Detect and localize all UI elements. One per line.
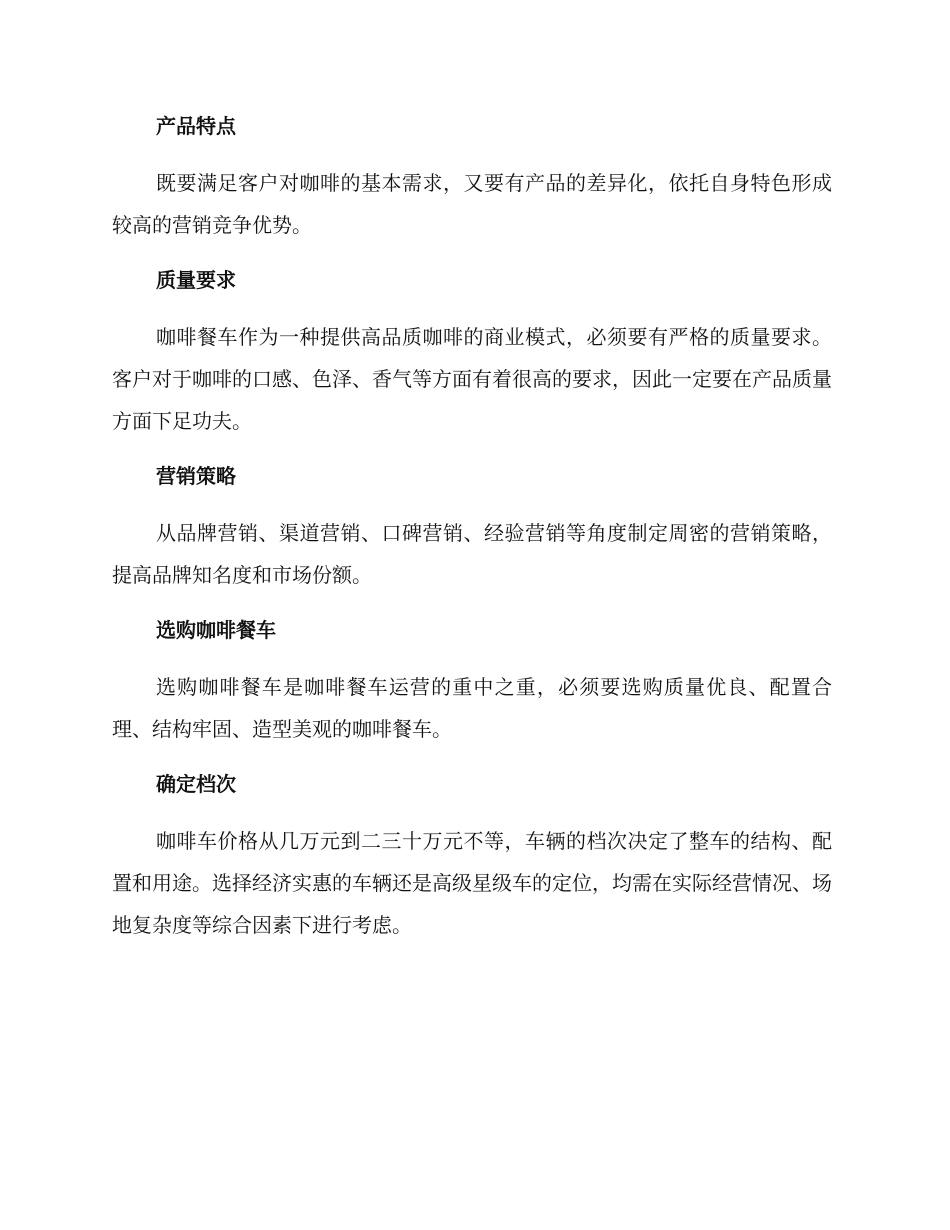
section-heading: 产品特点 bbox=[156, 114, 236, 138]
section-heading: 选购咖啡餐车 bbox=[156, 618, 276, 642]
section-quality-requirements bbox=[112, 262, 832, 442]
section-paragraph: 从品牌营销、渠道营销、口碑营销、经验营销等角度制定周密的营销策略，提高品牌知名度和市场份额。 bbox=[112, 521, 832, 587]
section-heading: 确定档次 bbox=[156, 772, 236, 796]
section-paragraph: 既要满足客户对咖啡的基本需求，又要有产品的差异化，依托自身特色形成较高的营销竞争优势。 bbox=[112, 171, 832, 237]
section-product-features bbox=[112, 108, 832, 246]
section-heading: 质量要求 bbox=[156, 268, 236, 292]
section-paragraph: 选购咖啡餐车是咖啡餐车运营的重中之重，必须要选购质量优良、配置合理、结构牢固、造型美观的咖啡餐车。 bbox=[112, 675, 832, 741]
section-paragraph: 咖啡餐车作为一种提供高品质咖啡的商业模式，必须要有严格的质量要求。客户对于咖啡的口感、色泽、香气等方面有着很高的要求，因此一定要在产品质量方面下足功夫。 bbox=[112, 325, 832, 433]
section-marketing-strategy bbox=[112, 458, 832, 596]
section-heading: 营销策略 bbox=[156, 464, 236, 488]
section-purchase-coffee-cart bbox=[112, 612, 832, 750]
document-page bbox=[112, 108, 832, 962]
section-determine-grade bbox=[112, 766, 832, 946]
section-paragraph: 咖啡车价格从几万元到二三十万元不等，车辆的档次决定了整车的结构、配置和用途。选择经济实惠的车辆还是高级星级车的定位，均需在实际经营情况、场地复杂度等综合因素下进行考虑。 bbox=[112, 829, 832, 937]
